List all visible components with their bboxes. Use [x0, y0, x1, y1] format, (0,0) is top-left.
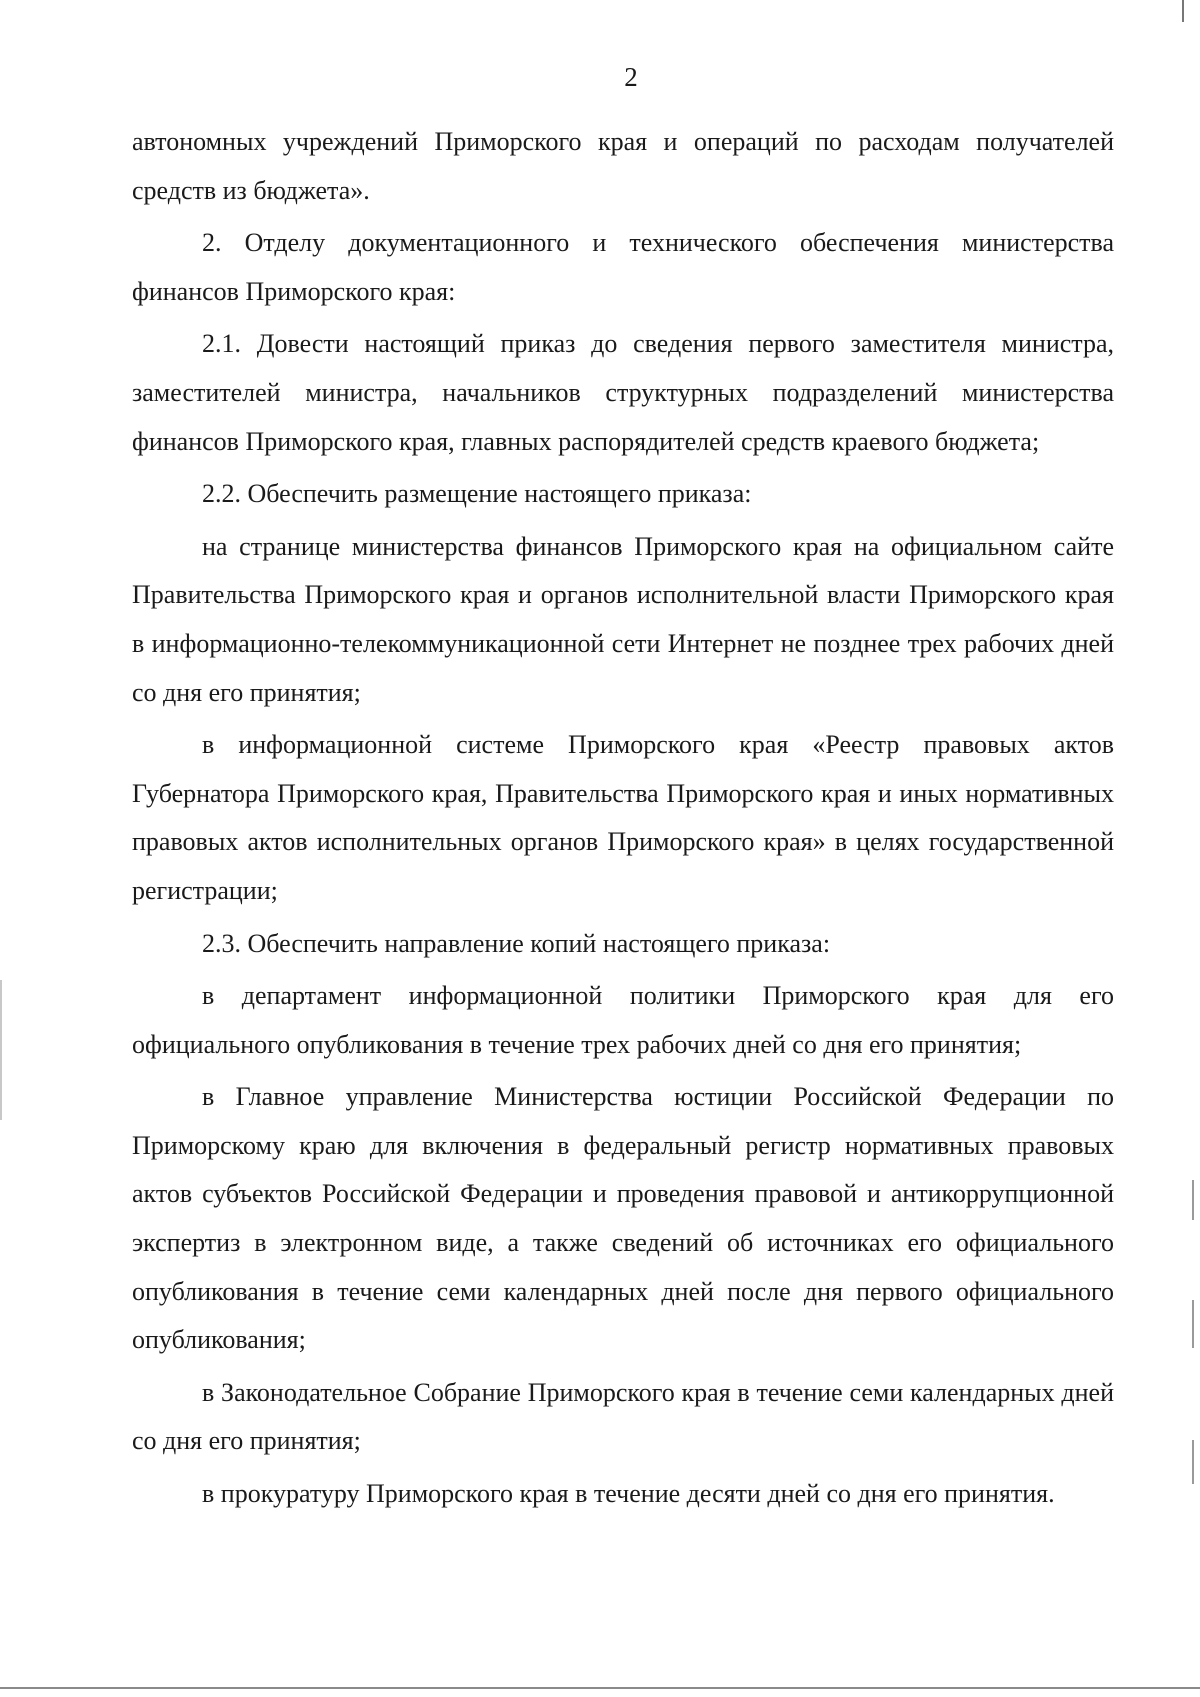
paragraph-item-2: 2. Отделу документационного и технического обеспечения министерства финансов Приморского края:	[132, 228, 1114, 306]
paragraph-item-2-3: 2.3. Обеспечить направление копий настоящего приказа:	[202, 928, 831, 958]
document-body	[132, 118, 1114, 1523]
paragraph-intro-continuation: автономных учреждений Приморского края и операций по расходам получателей средств из бюджета».	[132, 127, 1114, 205]
paragraph-justice-ministry: в Главное управление Министерства юстиции Российской Федерации по Приморскому краю для включения в федеральный регистр нормативных правовых актов субъектов Российской Федерации и проведения правовой и антикоррупционной экспертиз в электронном виде, а также сведений об источниках его официального опубликования в течение семи календарных дней после дня первого официального опубликования;	[132, 1082, 1114, 1355]
paragraph-info-policy-dept: в департамент информационной политики Приморского края для его официального опубликования в течение трех рабочих дней со дня его принятия;	[132, 981, 1114, 1059]
scan-edge-line-left	[0, 980, 2, 1120]
scan-edge-line-bottom	[0, 1687, 1200, 1689]
scan-edge-tick-right-2	[1192, 1300, 1194, 1348]
paragraph-item-2-1: 2.1. Довести настоящий приказ до сведения первого заместителя министра, заместителей министра, начальников структурных подразделений министерства финансов Приморского края, главных распорядителей средств краевого бюджета;	[132, 329, 1114, 456]
page-number: 2	[624, 62, 638, 92]
paragraph-official-site: на странице министерства финансов Приморского края на официальном сайте Правительства Приморского края и органов исполнительной власти Приморского края в информационно-телекоммуникационной сети Интернет не позднее трех рабочих дней со дня его принятия;	[132, 531, 1114, 707]
paragraph-prosecutor: в прокуратуру Приморского края в течение десяти дней со дня его принятия.	[202, 1479, 1055, 1509]
paragraph-legislative-assembly: в Законодательное Собрание Приморского края в течение семи календарных дней со дня его принятия;	[132, 1377, 1114, 1456]
scan-edge-tick-right-1	[1192, 1180, 1194, 1220]
paragraph-registry: в информационной системе Приморского края «Реестр правовых актов Губернатора Приморского края, Правительства Приморского края и иных нормативных правовых актов исполнительных органов Приморского края» в целях государственной регистрации;	[132, 730, 1114, 905]
scan-edge-line-top-right	[1182, 0, 1184, 22]
paragraph-item-2-2: 2.2. Обеспечить размещение настоящего приказа:	[202, 479, 752, 509]
scan-edge-tick-right-3	[1192, 1440, 1194, 1484]
